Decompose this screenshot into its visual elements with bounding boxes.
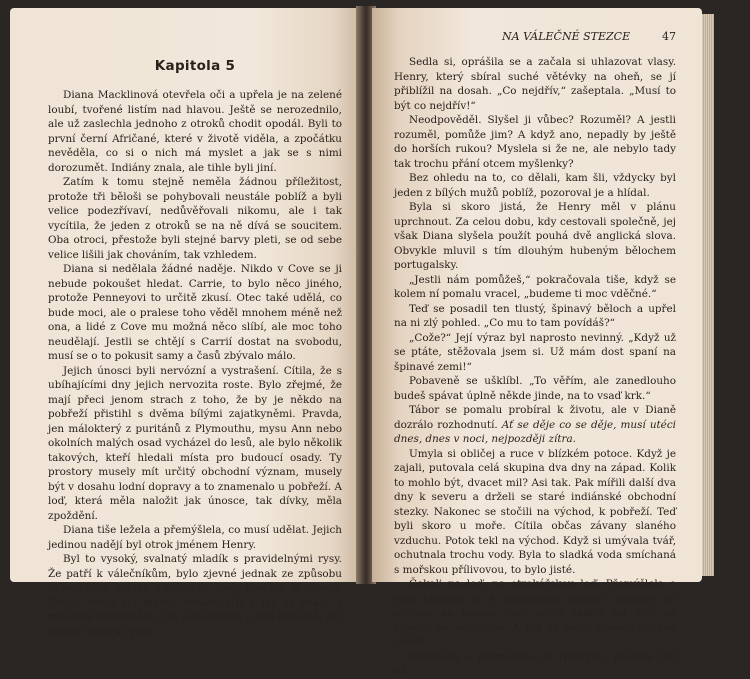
running-header-title: NA VÁLEČNÉ STEZCE xyxy=(502,30,631,43)
paragraph: Byla si skoro jistá, že Henry měl v plánu uprchnout. Za celou dobu, kdy cestovali společně, jej však Diana slyšela použít pouhá dvě anglická slova. Obvykle mluvil s tím dlouhým hubeným bělochem portugalsky. xyxy=(394,201,676,271)
right-page xyxy=(372,8,702,677)
paragraph: Bez ohledu na to, co dělali, kam šli, vždycky byl jeden z bílých mužů poblíž, pozoroval je a hlídal. xyxy=(394,172,676,199)
paragraph: Sedla si, oprášila se a začala si uhlazovat vlasy. Henry, který sbíral suché větévky na oheň, se jí přiblížil na dosah. „Co nejdřív,“ zašeptala. „Musí to být co nejdřív!“ xyxy=(394,56,676,112)
paragraph: Zatím k tomu stejně neměla žádnou příležitost, protože tři běloši se pohybovali neustále poblíž a byli velice podezřívaví, nedůvěřovali nikomu, ale i tak vycítila, že jeden z otroků se na ně dívá se soucitem. Oba otroci, přestože byli stejné barvy pleti, se od sebe velice lišili jak chováním, tak vzhledem. xyxy=(48,176,342,261)
left-page xyxy=(10,8,360,638)
paragraph: Diana tiše ležela a přemýšlela, co musí udělat. Jejich jedinou nadějí byl otrok jménem Henry. xyxy=(48,524,342,551)
paragraph xyxy=(394,403,676,447)
paragraph: Diana Macklinová otevřela oči a upřela je na zelené loubí, tvořené listím nad hlavou. Ještě se nerozednilo, ale už zaslechla jednoho z otroků chodit opodál. Byli to první černí Afričané, které v životě viděla, a zpočátku nevěděla, co si o nich má myslet a jak se s nimi dorozumět. Indiány znala, ale tihle byli jiní. xyxy=(48,89,342,174)
paragraph: Umyla si obličej a ruce v blízkém potoce. Když je zajali, putovala celá skupina dva dny na západ. Kolik to mohlo být, dvacet mil? Asi tak. Pak mířili další dva dny k severu a drželi se staré indiánské obchodní stezky. Nakonec se stočili na východ, k pobřeží. Teď byli skoro u moře. Cítila občas závany slaného vzduchu. Potok tekl na východ. Když si umývala tvář, ochutnala trochu vody. Byla to sladká voda smíchaná s mořskou přílivovou, to bylo jisté. xyxy=(394,447,676,576)
paragraph: „Jestli nám pomůžeš,“ pokračovala tiše, když se kolem ní pomalu vracel, „budeme ti moc vděčné.“ xyxy=(394,273,676,300)
page-edges xyxy=(702,14,714,576)
paragraph: Čekali na loď, na otrokářskou loď. Přemýšlela o tom chladně a s naprostým klidem. Jakmile se ocitnou na palubě lodi, jejich naděje na útěk se zmenší na minimum. A loď se může objevit každou chvíli. xyxy=(394,578,676,648)
paragraph: Jejich únosci byli nervózní a vystrašení. Cítila, že s ubíhajícími dny jejich nervozita roste. Bylo zřejmé, že mají přeci jenom strach z toho, že by je někdo na pobřeží přistihl s dvěma bílými zajatkyněmi. Pravda, jen málokterý z puritánů z Plymouthu, mysu Ann nebo okolních malých osad vycházel do lesů, ale bylo několik takových, kteří hledali místa pro budoucí osady. Ty prostory musely mít určitý obchodní význam, musely být v dosahu lodní dopravy a to znamenalo u pobřeží. A loď, která měla naložit jak únosce, tak dívky, měla zpoždění. xyxy=(48,364,342,522)
paragraph: Neodpověděl. Slyšel ji vůbec? Rozuměl? A jestli rozuměl, pomůže jim? A když ano, nepadly by ještě do horších rukou? Myslela si že ne, ale nebylo tady tak trochu přání otcem myšlenky? xyxy=(394,114,676,170)
paragraph: Pobaveně se ušklíbl. „To věřím, ale zanedlouho budeš spávat úplně někde jinde, na to vsaď krk.“ xyxy=(394,375,676,402)
paragraph: „Cože?“ Její výraz byl naprosto nevinný. „Když už se ptáte, stěžovala jsem si. Už mám dost spaní na špinavé zemi!“ xyxy=(394,331,676,373)
paragraph: Riskovala a promluvila na Henryho, protože teď už xyxy=(394,650,676,677)
paragraph: Teď se posadil ten tlustý, špinavý běloch a upřel na ni zlý pohled. „Co mu to tam povídáš?“ xyxy=(394,302,676,329)
running-header xyxy=(394,30,676,43)
paragraph: Byl to vysoký, svalnatý mladík s pravidelnými rysy. Že patří k válečníkům, bylo zjevné jednak ze způsobu držení těla, jednak z několika jizev, kterých si všimla. Druhý otrok byl menší, robustnější a jak se zdálo, i mnohem poslušnější. Jak vyrozuměla z řeči bělochů, byl skvělý lovec a rybář. xyxy=(48,553,342,638)
page-number: 47 xyxy=(662,30,676,43)
chapter-title: Kapitola 5 xyxy=(154,58,236,74)
italic-phrase: Ať se děje co se děje, musí utéci dnes, dnes v noci, nejpozději zítra. xyxy=(394,418,676,445)
paragraph: Diana si nedělala žádné naděje. Nikdo v Cove se ji nebude pokoušet hledat. Carrie, to bylo něco jiného, protože Penneyovi to určitě zkusí. Otec také udělá, co bude moci, ale o pralese toho věděl mnohem méně než ona, a lidé z Cove mu možná něco slíbí, ale moc toho neudělají. Jestli se chtějí s Carrií dostat na svobodu, musí se o to pokusit samy a časů zbývalo málo. xyxy=(48,263,342,362)
paragraph-text: Tábor se pomalu probíral k životu, ale v Dianě dozrálo rozhodnutí. xyxy=(394,404,676,431)
